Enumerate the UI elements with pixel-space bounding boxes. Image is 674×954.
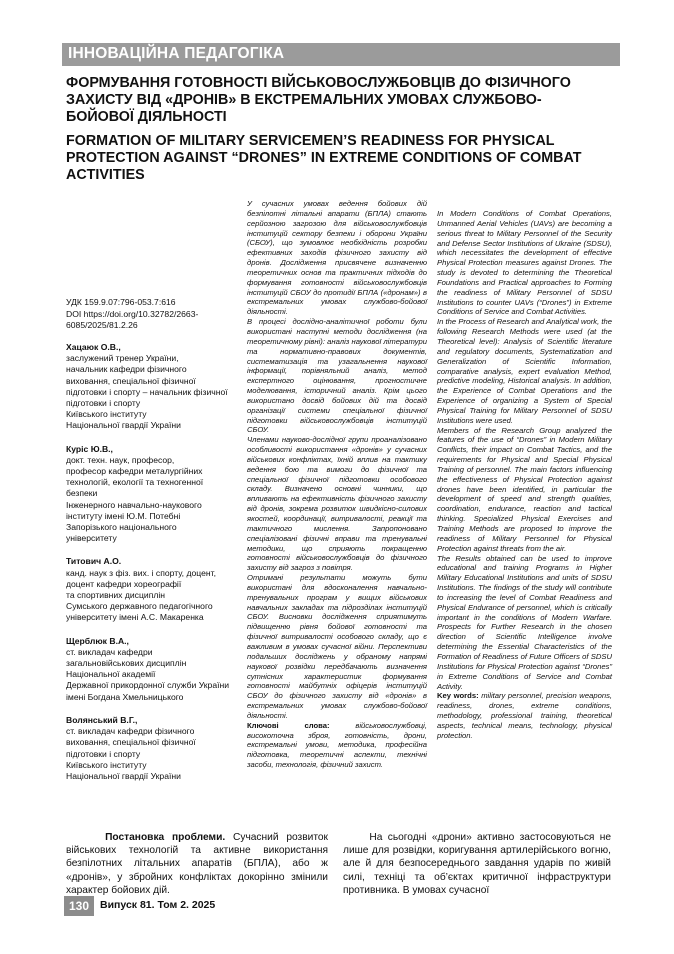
author-entry [66, 556, 244, 623]
page-number: 130 [68, 899, 90, 913]
udc-code: УДК 159.9.07:796-053.7:616 [66, 297, 176, 307]
page-number-box [64, 896, 94, 916]
body-left-text: Сучасний розвиток військових технологій та активне використання безпілотних літальних апаратів (БПЛА), або ж «дронів», у збройних конфліктах докорінно змінили характер бойових дій. [66, 832, 329, 896]
abstract-ua-paragraph: Членами науково-дослідної групи проаналізовано особливості використання «дронів» у сучасних військових конфліктах, їхній вплив на тактику ведення бою та вимоги до фізичної та спеціальної фізичної підготовки особового складу. Визначено основні чинники, що впливають на ефективність фізичного захисту від дронів, зокрема розвиток швидкісно-силових якостей, координації, витривалості, реакції та тактичного мислення. Запропоновано спеціалізовані фізичні вправи та тренувальні методики, що сприяють покращенню готовності військовослужбовців до фізичного захисту від загроз з повітря. [247, 435, 427, 573]
problem-heading: Постановка проблеми. [105, 832, 226, 843]
keywords-ua [247, 721, 427, 770]
body-right-text: На сьогодні «дрони» активно застосовуються не лише для розвідки, коригування артилерійського вогню, але й для безпосереднього завдання ударів по живій силі, техніці та об’єктах критичної інфраструктури противника. В умовах сучасної [343, 832, 612, 896]
article-title-en: FORMATION OF MILITARY SERVICEMEN’S READINESS FOR PHYSICAL PROTECTION AGAINST “DRONES” IN EXTREME CONDITIONS OF COMBAT ACTIVITIES [66, 133, 582, 183]
keywords-en-text: military personnel, precision weapons, readiness, drones, extreme conditions, methodology, professional training, theoretical aspects, technical means, technology, physical protection. [437, 691, 613, 740]
abstract-en-paragraph: In Modern Conditions of Combat Operations, Unmanned Aerial Vehicles (UAVs) are becoming a serious threat to Military Personnel of the Security and Defense Sector Institutions of Ukraine (SDSU), which necessitates the development of effective Physical Protection measures against Drones. The study is devoted to determining the Theoretical Foundations and Practical approaches to Forming the readiness of Military Personnel of SDSU Institutions to counter UAVs (“Drones”) in Extreme Conditions of Service and Combat Activities. [437, 209, 612, 317]
author-affiliation: докт. техн. наук, професор, професор кафедри металургійних технологій, екології та техногенної безпеки Інженерного навчально-наукового інституту імені Ю.М. Потебні Запорізького національного університету [66, 454, 204, 544]
abstract-ua-paragraph: У сучасних умовах ведення бойових дій безпілотні літальні апарати (БПЛА) стають серйозною загрозою для військовослужбовців інституцій сектору безпеки і оборони України (СБОУ), що зумовлює необхідність розробки ефективних заходів фізичного захисту від дронів. Дослідження присвячене визначенню теоретичних основ та практичних підходів до формування готовності військовослужбовців інституцій СБОУ до протидії БПЛА («дронам») в екстремальних умовах службово-бойової діяльності. [247, 199, 427, 317]
author-name: Волянський В.Г., [66, 714, 138, 725]
author-name: Хацаюк О.В., [66, 342, 121, 352]
author-affiliation: ст. викладач кафедри загальновійськових дисциплін Національної академії Державної прикордонної служби України імені Богдана Хмельницького [66, 646, 230, 702]
author-name: Щерблюк В.А., [66, 635, 129, 646]
author-entry [66, 715, 244, 782]
body-text-left [66, 831, 328, 897]
authors-list [66, 342, 244, 794]
abstract-en-paragraph: Members of the Research Group analyzed the features of the use of “Drones” in Modern Military Conflicts, their impact on Combat Tactics, and the requirements for Physical and Special Physical Training of personnel. The main factors influencing the effectiveness of Physical Protection against drones have been identified, in particular the development of speed and strength qualities, coordination, endurance, reaction and tactical thinking. Specialized Physical Exercises and Training Methods are proposed to improve the readiness of Military Personnel for Physical Protection against threats from the air. [437, 425, 612, 553]
author-affiliation: заслужений тренер України, начальник кафедри фізичного виховання, спеціальної фізичної підготовки і спорту – начальник фізичної підготовки і спорту Київського інституту Національної гвардії України [66, 353, 228, 431]
body-text-right [343, 831, 611, 897]
keywords-ua-label: Ключові слова: [247, 720, 330, 730]
abstract-en-paragraph: In the Process of Research and Analytical work, the following Research Methods were used (at the Theoretical level): Analysis of Scientific literature and regulatory documents, Systematization and Generalization of Scientific Information, comparative analysis, expert evaluation Method, predictive modeling, Historical analysis. In addition, the Experience of Combat Operations and the Experience of organizing a System of Special Physical Training for Military Personnel of SDSU Institutions were used. [437, 317, 612, 425]
abstract-en [437, 199, 612, 741]
author-affiliation: канд. наук з фіз. вих. і спорту, доцент, доцент кафедри хореографії та спортивних дисциплін Сумського державного педагогічного університету імені А.С. Макаренка [66, 567, 216, 623]
abstract-ua-paragraph: Отримані результати можуть бути використані для вдосконалення навчально-тренувальних програм у вищих військових навчальних закладах та підрозділах інституцій СБОУ. Висновки дослідження сприятимуть підвищенню рівня бойової готовності та фізичної витривалості особового складу, що є важливим в умовах сучасної війни. Перспективи подальших досліджень у обраному напрямі наукової розвідки передбачають визначення сутнісних характеристик формування готовності майбутніх офіцерів інституцій СБОУ до фізичного захисту від «дронів» в екстремальних умовах службово-бойової діяльності. [247, 573, 427, 720]
issue-info: Випуск 81. Том 2. 2025 [100, 899, 216, 911]
article-title-ua: ФОРМУВАННЯ ГОТОВНОСТІ ВІЙСЬКОВОСЛУЖБОВЦІВ ДО ФІЗИЧНОГО ЗАХИСТУ ВІД «ДРОНІВ» В ЕКСТРЕМАЛЬНИХ УМОВАХ СЛУЖБОВО-БОЙОВОЇ ДІЯЛЬНОСТІ [66, 75, 571, 125]
author-entry [66, 444, 244, 545]
author-affiliation: ст. викладач кафедри фізичного виховання, спеціальної фізичної підготовки і спорту Київського інституту Національної гвардії України [66, 726, 196, 781]
section-title: ІННОВАЦІЙНА ПЕДАГОГІКА [68, 45, 285, 62]
doi-link[interactable]: DOI https://doi.org/10.32782/2663-6085/2025/81.2.26 [66, 308, 199, 330]
abstract-ua-paragraph: В процесі дослідно-аналітичної роботи були використані наступні методи дослідження (на теоретичному рівні): аналіз наукової літератури та нормативно-правових документів, систематизація та узагальнення наукової інформації, порівняльний аналіз, метод експертного оцінювання, прогностичне моделювання, історичний аналіз. Крім цього використано досвід бойових дій та досвід організації системи спеціальної фізичної підготовки військовослужбовців інституцій СБОУ. [247, 317, 427, 435]
keywords-ua-text: військовослужбовці, високоточна зброя, готовність, дрони, екстремальні умови, методика, професійна підготовка, теоретичні аспекти, технічні засоби, технологія, фізичний захист. [247, 720, 427, 770]
abstract-ua [247, 199, 427, 770]
article-identifiers [66, 297, 241, 332]
author-name: Курiс Ю.В., [66, 443, 113, 454]
author-entry [66, 342, 244, 432]
keywords-en [437, 691, 612, 740]
author-name: Титович А.О. [66, 556, 122, 567]
section-header-bar [62, 43, 620, 66]
author-entry [66, 636, 244, 703]
abstract-en-paragraph: The Results obtained can be used to improve educational and training Programs in Higher Military Educational Institutions and units of SDSU Institutions. The findings of the study will contribute to increasing the level of Combat Readiness and Physical Endurance of personnel, which is critically important in the conditions of Modern Warfare. Prospects for Further Research in the chosen direction of Scientific Intelligence involve determining the Essential Characteristics of the Formation of Readiness of Future Officers of SDSU Institutions for Physical Protection against “Drones” in Extreme Conditions of Service and Combat Activity. [437, 553, 612, 691]
keywords-en-label: Key words: [437, 691, 479, 701]
